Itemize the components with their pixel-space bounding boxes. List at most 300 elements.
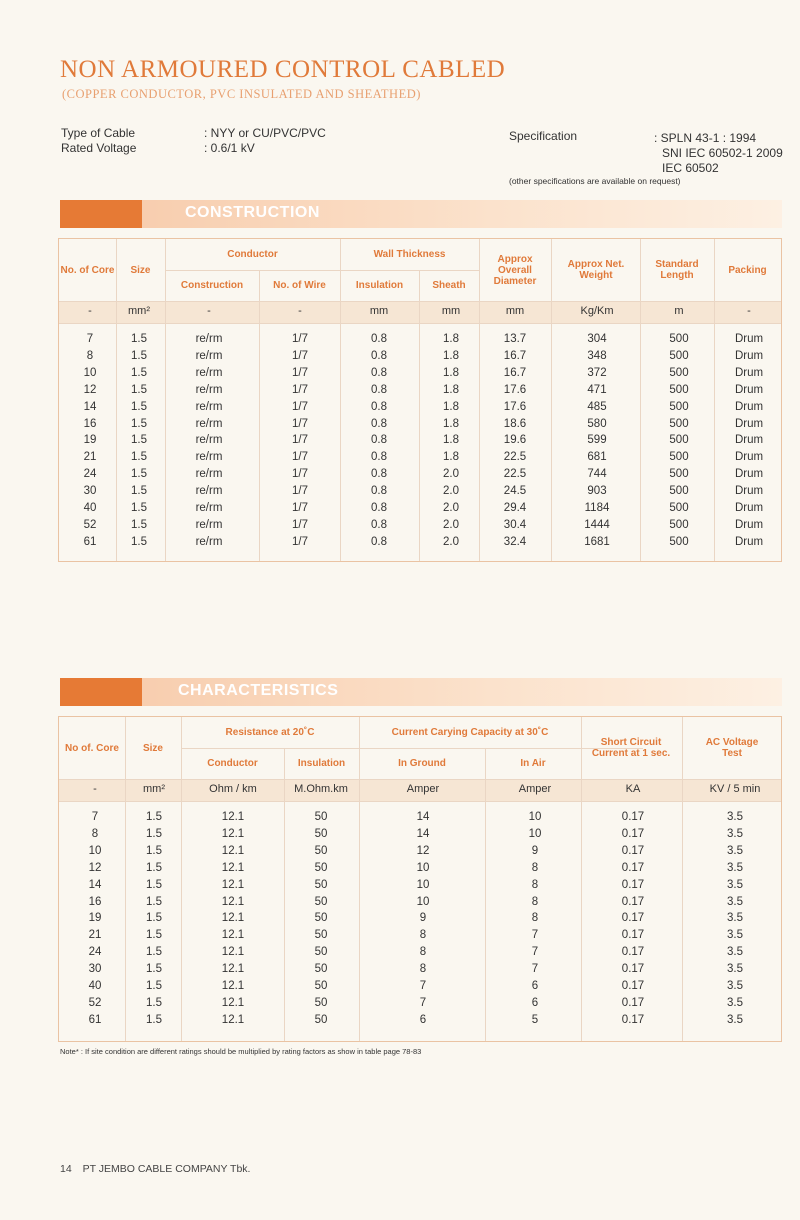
- table-row: [59, 485, 781, 502]
- header-sheath: Sheath: [432, 280, 466, 291]
- table-row: [59, 811, 781, 828]
- table-cell: 0.17: [621, 895, 645, 908]
- table-cell: 1.8: [443, 400, 459, 413]
- header-size: Size: [142, 742, 163, 754]
- table-cell: 1.5: [146, 811, 162, 823]
- table-cell: 599: [587, 434, 607, 447]
- characteristics-unit-cell: -: [93, 783, 97, 795]
- characteristics-unit-cell: mm²: [143, 783, 165, 795]
- table-cell: 1.5: [131, 468, 147, 481]
- table-cell: 1/7: [292, 434, 308, 447]
- table-cell: 500: [669, 451, 689, 464]
- table-cell: 7: [419, 996, 427, 1009]
- specification-value-2: SNI IEC 60502-1 2009: [662, 146, 783, 160]
- table-cell: 3.5: [727, 895, 743, 908]
- table-cell: Drum: [734, 518, 764, 531]
- table-row: [59, 401, 781, 418]
- table-cell: 1.8: [443, 333, 459, 345]
- table-cell: 372: [587, 366, 607, 379]
- table-cell: 1/7: [292, 333, 308, 345]
- table-cell: 50: [314, 827, 328, 840]
- header-ac-voltage-test: AC Voltage Test: [705, 737, 759, 759]
- table-cell: 1184: [584, 502, 610, 514]
- table-cell: 500: [669, 468, 689, 481]
- table-row: [59, 367, 781, 384]
- table-cell: 8: [419, 946, 427, 959]
- table-cell: 7: [91, 811, 99, 823]
- table-cell: 1/7: [292, 502, 308, 514]
- header-in-air: In Air: [520, 758, 546, 769]
- table-cell: 0.17: [621, 980, 645, 992]
- table-row: [59, 384, 781, 401]
- table-cell: re/rm: [195, 535, 223, 548]
- table-cell: 1.5: [146, 946, 162, 959]
- table-cell: 0.17: [621, 996, 645, 1009]
- table-cell: 1.5: [146, 963, 162, 976]
- table-cell: 1/7: [292, 400, 308, 413]
- table-cell: 52: [88, 996, 102, 1009]
- table-cell: 0.8: [371, 400, 387, 413]
- table-cell: re/rm: [195, 434, 223, 447]
- table-cell: 18.6: [503, 417, 527, 430]
- table-cell: 10: [416, 895, 430, 908]
- table-cell: 8: [419, 963, 427, 976]
- table-cell: 1.5: [131, 535, 147, 548]
- table-cell: 1/7: [292, 468, 308, 481]
- table-cell: 0.8: [371, 434, 387, 447]
- table-cell: 24: [88, 946, 102, 959]
- table-cell: 500: [669, 417, 689, 430]
- table-cell: 0.17: [621, 827, 645, 840]
- table-cell: 1.5: [146, 878, 162, 891]
- table-cell: 1.5: [146, 912, 162, 925]
- table-row: [59, 946, 781, 963]
- table-cell: 1.5: [146, 895, 162, 908]
- table-cell: 903: [587, 485, 607, 498]
- table-cell: 1.5: [131, 451, 147, 464]
- table-row: [59, 845, 781, 862]
- table-cell: 50: [314, 929, 328, 942]
- table-cell: 0.8: [371, 485, 387, 498]
- characteristics-unit-cell: Ohm / km: [209, 783, 257, 795]
- table-cell: 0.17: [621, 929, 645, 942]
- page-title: NON ARMOURED CONTROL CABLED: [60, 56, 506, 83]
- construction-unit-cell: mm: [369, 305, 389, 317]
- table-cell: 0.8: [371, 468, 387, 481]
- table-cell: 7: [86, 333, 94, 345]
- table-cell: 1444: [584, 518, 610, 531]
- table-cell: 24.5: [503, 485, 527, 498]
- table-cell: 12: [83, 383, 97, 396]
- table-cell: Drum: [734, 349, 764, 362]
- table-cell: 3.5: [727, 929, 743, 942]
- table-cell: 0.8: [371, 518, 387, 531]
- table-cell: 6: [531, 980, 539, 992]
- characteristics-unit-cell: Amper: [518, 783, 552, 795]
- header-construction: Construction: [180, 280, 244, 291]
- header-no-of-wire: No. of Wire: [273, 280, 326, 291]
- table-cell: 12.1: [221, 861, 245, 874]
- table-cell: 1.5: [146, 929, 162, 942]
- table-cell: 12.1: [221, 827, 245, 840]
- characteristics-section-band: [60, 678, 782, 706]
- table-cell: 1.8: [443, 451, 459, 464]
- table-row: [59, 912, 781, 929]
- table-cell: Drum: [734, 485, 764, 498]
- table-cell: 0.17: [621, 878, 645, 891]
- table-cell: 500: [669, 535, 689, 548]
- table-row: [59, 350, 781, 367]
- table-cell: 1/7: [292, 366, 308, 379]
- table-cell: 500: [669, 366, 689, 379]
- table-cell: re/rm: [195, 518, 223, 531]
- table-cell: 50: [314, 996, 328, 1009]
- construction-unit-cell: mm²: [128, 305, 150, 317]
- page-footer: [60, 1163, 250, 1175]
- table-cell: 1.5: [131, 366, 147, 379]
- construction-unit-cell: mm: [505, 305, 525, 317]
- table-cell: 1.5: [146, 861, 162, 874]
- table-cell: 12.1: [221, 912, 245, 925]
- table-cell: 0.17: [621, 963, 645, 976]
- table-cell: 1/7: [292, 451, 308, 464]
- table-cell: 10: [528, 827, 542, 840]
- table-cell: 2.0: [443, 485, 459, 498]
- table-cell: 8: [86, 349, 94, 362]
- table-cell: 40: [88, 980, 102, 992]
- table-cell: 0.8: [371, 383, 387, 396]
- table-cell: re/rm: [195, 349, 223, 362]
- table-cell: 3.5: [727, 844, 743, 857]
- header-conductor: Conductor: [227, 249, 278, 260]
- table-cell: 52: [83, 518, 97, 531]
- table-cell: 40: [83, 502, 97, 514]
- table-cell: 12: [416, 844, 430, 857]
- table-cell: 0.17: [621, 912, 645, 925]
- table-cell: Drum: [734, 383, 764, 396]
- band-accent-block: [60, 200, 142, 228]
- table-cell: 3.5: [727, 827, 743, 840]
- construction-unit-cell: -: [207, 305, 211, 317]
- table-cell: 50: [314, 861, 328, 874]
- table-cell: 500: [669, 349, 689, 362]
- table-cell: 0.17: [621, 861, 645, 874]
- table-cell: 14: [416, 811, 430, 823]
- table-cell: re/rm: [195, 400, 223, 413]
- table-cell: 50: [314, 878, 328, 891]
- header-standard-length: Standard Length: [655, 259, 699, 281]
- table-cell: 8: [91, 827, 99, 840]
- table-cell: 7: [531, 946, 539, 959]
- specification-label: Specification: [509, 129, 578, 143]
- construction-unit-cell: -: [298, 305, 302, 317]
- table-cell: 14: [83, 400, 97, 413]
- table-cell: re/rm: [195, 333, 223, 345]
- table-cell: 8: [531, 878, 539, 891]
- table-cell: re/rm: [195, 383, 223, 396]
- characteristics-unit-cell: Amper: [406, 783, 440, 795]
- table-cell: 1.5: [146, 996, 162, 1009]
- header-no-of-core: No of. Core: [65, 742, 119, 754]
- table-row: [59, 997, 781, 1014]
- table-cell: 500: [669, 434, 689, 447]
- table-cell: 3.5: [727, 1013, 743, 1026]
- construction-unit-cell: mm: [441, 305, 461, 317]
- construction-table: [58, 238, 782, 562]
- specification-value-3: IEC 60502: [662, 161, 719, 175]
- header-overall-diameter: Approx Overall Diameter: [493, 253, 537, 287]
- characteristics-table: [58, 716, 782, 1042]
- table-cell: 50: [314, 980, 328, 992]
- table-cell: 17.6: [503, 383, 527, 396]
- table-cell: 6: [531, 996, 539, 1009]
- construction-unit-cell: m: [674, 305, 684, 317]
- header-insulation: Insulation: [355, 280, 404, 291]
- table-cell: 7: [419, 980, 427, 992]
- type-of-cable-value: : NYY or CU/PVC/PVC: [204, 126, 326, 140]
- header-packing: Packing: [728, 264, 767, 276]
- header-insulation: Insulation: [297, 758, 346, 769]
- table-cell: 1.8: [443, 383, 459, 396]
- table-cell: 500: [669, 518, 689, 531]
- table-cell: 3.5: [727, 980, 743, 992]
- table-cell: 16: [83, 417, 97, 430]
- table-cell: 13.7: [503, 333, 527, 345]
- header-short-circuit: Short Circuit Current at 1 sec.: [591, 737, 671, 759]
- table-cell: Drum: [734, 468, 764, 481]
- table-cell: 3.5: [727, 912, 743, 925]
- table-cell: 3.5: [727, 946, 743, 959]
- table-cell: 50: [314, 811, 328, 823]
- table-cell: 304: [587, 333, 607, 345]
- table-cell: 1.5: [146, 980, 162, 992]
- table-cell: 1.5: [131, 485, 147, 498]
- table-cell: 50: [314, 946, 328, 959]
- table-cell: 19: [88, 912, 102, 925]
- table-cell: 0.8: [371, 417, 387, 430]
- table-cell: 3.5: [727, 996, 743, 1009]
- table-row: [59, 1014, 781, 1031]
- table-cell: 50: [314, 844, 328, 857]
- characteristics-section-title: CHARACTERISTICS: [178, 682, 339, 699]
- table-cell: 32.4: [503, 535, 527, 548]
- table-row: [59, 828, 781, 845]
- table-cell: 30: [83, 485, 97, 498]
- table-cell: 22.5: [503, 451, 527, 464]
- table-cell: 1/7: [292, 518, 308, 531]
- table-cell: 12.1: [221, 811, 245, 823]
- table-cell: 0.8: [371, 451, 387, 464]
- table-cell: 681: [587, 451, 607, 464]
- table-cell: Drum: [734, 333, 764, 345]
- table-cell: 1/7: [292, 349, 308, 362]
- table-cell: 0.8: [371, 535, 387, 548]
- table-cell: 0.17: [621, 844, 645, 857]
- header-no-of-core: No. of Core: [60, 264, 115, 276]
- table-cell: 1/7: [292, 383, 308, 396]
- construction-section-title: CONSTRUCTION: [185, 204, 320, 221]
- table-row: [59, 896, 781, 913]
- construction-unit-cell: -: [88, 305, 92, 317]
- table-cell: 10: [528, 811, 542, 823]
- table-cell: re/rm: [195, 485, 223, 498]
- table-cell: 9: [531, 844, 539, 857]
- header-net-weight: Approx Net. Weight: [567, 259, 625, 281]
- table-cell: 500: [669, 333, 689, 345]
- table-cell: 12.1: [221, 895, 245, 908]
- page-subtitle: (COPPER CONDUCTOR, PVC INSULATED AND SHEATHED): [62, 87, 421, 101]
- table-cell: 1.5: [146, 844, 162, 857]
- table-cell: 12.1: [221, 844, 245, 857]
- table-cell: 2.0: [443, 535, 459, 548]
- table-row: [59, 468, 781, 485]
- header-size: Size: [130, 264, 151, 276]
- table-row: [59, 862, 781, 879]
- table-cell: 21: [83, 451, 97, 464]
- table-cell: 1.5: [131, 383, 147, 396]
- specification-note: (other specifications are available on request): [509, 176, 681, 186]
- table-cell: 14: [88, 878, 102, 891]
- table-cell: 1/7: [292, 417, 308, 430]
- table-cell: 61: [88, 1013, 102, 1026]
- footnote: Note* : If site condition are different ratings should be multiplied by rating factors as show in table page 78-83: [60, 1047, 422, 1056]
- table-row: [59, 333, 781, 350]
- table-cell: 1.5: [131, 434, 147, 447]
- table-cell: 14: [416, 827, 430, 840]
- table-cell: 485: [587, 400, 607, 413]
- table-cell: 12.1: [221, 996, 245, 1009]
- table-cell: 580: [587, 417, 607, 430]
- table-cell: 1.5: [131, 400, 147, 413]
- table-cell: 10: [416, 878, 430, 891]
- characteristics-unit-cell: KV / 5 min: [709, 783, 761, 795]
- table-cell: 1.8: [443, 349, 459, 362]
- table-cell: 3.5: [727, 878, 743, 891]
- table-cell: 16.7: [503, 366, 527, 379]
- table-cell: 500: [669, 383, 689, 396]
- table-cell: 1/7: [292, 485, 308, 498]
- table-cell: 2.0: [443, 518, 459, 531]
- table-cell: 8: [531, 912, 539, 925]
- table-row: [59, 980, 781, 997]
- table-cell: 29.4: [503, 502, 527, 514]
- characteristics-unit-cell: M.Ohm.km: [294, 783, 348, 795]
- table-cell: 500: [669, 485, 689, 498]
- table-cell: 2.0: [443, 468, 459, 481]
- table-cell: Drum: [734, 535, 764, 548]
- table-row: [59, 502, 781, 519]
- table-cell: re/rm: [195, 451, 223, 464]
- table-cell: 12.1: [221, 878, 245, 891]
- table-cell: 6: [419, 1013, 427, 1026]
- table-cell: 1.8: [443, 434, 459, 447]
- table-cell: 1.5: [146, 827, 162, 840]
- characteristics-unit-cell: KA: [625, 783, 641, 795]
- table-cell: 61: [83, 535, 97, 548]
- table-cell: 12.1: [221, 1013, 245, 1026]
- table-cell: 12.1: [221, 946, 245, 959]
- table-cell: 1.5: [131, 349, 147, 362]
- table-cell: 12.1: [221, 929, 245, 942]
- header-current-capacity: Current Carying Capacity at 30˚C: [391, 727, 549, 738]
- table-cell: 50: [314, 963, 328, 976]
- table-cell: 1.5: [131, 518, 147, 531]
- table-cell: 7: [531, 929, 539, 942]
- table-cell: 3.5: [727, 963, 743, 976]
- table-cell: 16: [88, 895, 102, 908]
- table-cell: 3.5: [727, 811, 743, 823]
- table-cell: 744: [587, 468, 607, 481]
- table-cell: Drum: [734, 366, 764, 379]
- table-cell: 9: [419, 912, 427, 925]
- table-cell: 471: [587, 383, 607, 396]
- table-row: [59, 879, 781, 896]
- table-cell: 12.1: [221, 980, 245, 992]
- table-cell: 1.5: [131, 502, 147, 514]
- table-row: [59, 536, 781, 553]
- table-row: [59, 418, 781, 435]
- rated-voltage-value: : 0.6/1 kV: [204, 141, 255, 155]
- table-cell: 21: [88, 929, 102, 942]
- table-row: [59, 451, 781, 468]
- table-cell: 1.5: [146, 1013, 162, 1026]
- type-of-cable-label: Type of Cable: [61, 126, 136, 140]
- table-cell: 24: [83, 468, 97, 481]
- table-cell: 1.8: [443, 366, 459, 379]
- table-cell: Drum: [734, 417, 764, 430]
- table-cell: 19.6: [503, 434, 527, 447]
- table-cell: re/rm: [195, 468, 223, 481]
- table-cell: 0.8: [371, 349, 387, 362]
- header-conductor: Conductor: [207, 758, 258, 769]
- table-cell: re/rm: [195, 502, 223, 514]
- table-cell: 3.5: [727, 861, 743, 874]
- company-name: PT JEMBO CABLE COMPANY Tbk.: [82, 1163, 251, 1175]
- table-cell: 1/7: [292, 535, 308, 548]
- table-cell: 1.5: [131, 333, 147, 345]
- table-cell: 0.8: [371, 366, 387, 379]
- table-cell: 7: [531, 963, 539, 976]
- table-cell: 8: [531, 895, 539, 908]
- rated-voltage-label: Rated Voltage: [61, 141, 137, 155]
- construction-unit-cell: Kg/Km: [580, 305, 614, 317]
- construction-section-band: [60, 200, 782, 228]
- table-row: [59, 929, 781, 946]
- table-cell: 2.0: [443, 502, 459, 514]
- table-row: [59, 519, 781, 536]
- table-cell: 16.7: [503, 349, 527, 362]
- table-cell: Drum: [734, 434, 764, 447]
- table-cell: 50: [314, 895, 328, 908]
- table-cell: 1.5: [131, 417, 147, 430]
- table-cell: 0.8: [371, 502, 387, 514]
- table-cell: 500: [669, 400, 689, 413]
- table-cell: 8: [531, 861, 539, 874]
- table-cell: re/rm: [195, 366, 223, 379]
- table-cell: 50: [314, 1013, 328, 1026]
- header-in-ground: In Ground: [398, 758, 446, 769]
- table-cell: 10: [88, 844, 102, 857]
- table-cell: 12.1: [221, 963, 245, 976]
- table-cell: 1.8: [443, 417, 459, 430]
- specification-value-1: : SPLN 43-1 : 1994: [654, 131, 757, 145]
- table-cell: 17.6: [503, 400, 527, 413]
- table-cell: Drum: [734, 451, 764, 464]
- table-cell: re/rm: [195, 417, 223, 430]
- table-cell: 10: [416, 861, 430, 874]
- table-cell: 22.5: [503, 468, 527, 481]
- table-cell: 1681: [584, 535, 610, 548]
